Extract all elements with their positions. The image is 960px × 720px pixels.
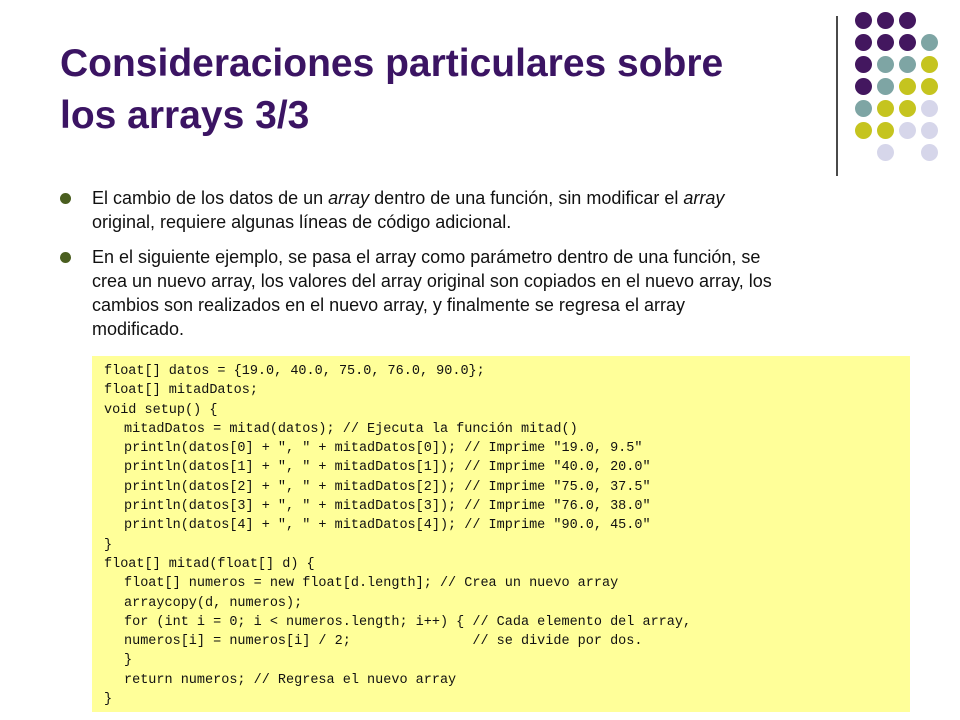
code-line: println(datos[0] + ", " + mitadDatos[0]); // Imprime "19.0, 9.5" — [124, 441, 643, 457]
decorative-dot — [899, 100, 916, 117]
decorative-dot — [899, 78, 916, 95]
code-line: } — [124, 653, 133, 669]
decorative-dot — [921, 100, 938, 117]
bullet-1-line-2: original, requiere algunas líneas de código adicional. — [92, 212, 512, 232]
code-line: for (int i = 0; i < numeros.length; i++) { // Cada elemento del array, — [124, 614, 692, 630]
code-line: float[] datos = {19.0, 40.0, 75.0, 76.0, 90.0}; — [104, 364, 485, 379]
decorative-dot — [877, 56, 894, 73]
bullet-text: dentro de una función, sin modificar el — [369, 188, 684, 208]
code-line: float[] mitadDatos; — [104, 383, 258, 399]
decorative-dot — [899, 56, 916, 73]
decorative-dot — [877, 12, 894, 29]
code-line: println(datos[1] + ", " + mitadDatos[1]); // Imprime "40.0, 20.0" — [124, 460, 651, 476]
decorative-dot — [877, 122, 894, 139]
bullet-2-line-1: En el siguiente ejemplo, se pasa el array como parámetro dentro de una función, se — [92, 247, 761, 267]
code-line: println(datos[3] + ", " + mitadDatos[3]); // Imprime "76.0, 38.0" — [124, 499, 651, 515]
code-line: arraycopy(d, numeros); — [124, 595, 303, 611]
bullet-icon — [60, 193, 71, 204]
bullet-text-italic: array — [328, 188, 370, 208]
slide-title-line-1: Consideraciones particulares sobre — [60, 42, 724, 85]
code-line: println(datos[4] + ", " + mitadDatos[4]); // Imprime "90.0, 45.0" — [124, 518, 651, 534]
code-line: } — [104, 537, 113, 553]
decorative-dot — [855, 34, 872, 51]
code-line: numeros[i] = numeros[i] / 2; // se divide por dos. — [124, 634, 643, 650]
bullet-item-2 — [60, 245, 910, 341]
decorative-dot — [921, 144, 938, 161]
decorative-dot — [855, 78, 872, 95]
decorative-dot — [877, 144, 894, 161]
code-line: println(datos[2] + ", " + mitadDatos[2]); // Imprime "75.0, 37.5" — [124, 479, 651, 495]
code-line: float[] mitad(float[] d) { — [104, 556, 315, 572]
title-divider — [836, 16, 838, 176]
decorative-dot — [921, 56, 938, 73]
bullet-1-line-1 — [92, 186, 910, 210]
code-line: mitadDatos = mitad(datos); // Ejecuta la función mitad() — [124, 421, 578, 437]
decorative-dot — [855, 56, 872, 73]
bullet-2-line-2: crea un nuevo array, los valores del array original son copiados en el nuevo array, los — [92, 271, 772, 291]
bullet-icon — [60, 252, 71, 263]
slide-title — [60, 38, 830, 142]
decorative-dot — [877, 34, 894, 51]
decorative-dot — [921, 34, 938, 51]
decorative-dot — [899, 34, 916, 51]
code-line: return numeros; // Regresa el nuevo array — [124, 672, 457, 688]
code-line: void setup() { — [104, 402, 218, 418]
decorative-dot — [877, 100, 894, 117]
bullet-text-italic: array — [683, 188, 725, 208]
decorative-dot — [855, 100, 872, 117]
decorative-dot — [855, 122, 872, 139]
decorative-dot — [921, 122, 938, 139]
bullet-2-line-4: modificado. — [92, 319, 185, 339]
decorative-dot — [899, 122, 916, 139]
code-block — [92, 356, 910, 712]
bullet-item-1 — [60, 186, 910, 234]
code-line: } — [104, 692, 113, 708]
decorative-dot — [855, 12, 872, 29]
bullet-list — [60, 186, 910, 352]
bullet-text: El cambio de los datos de un — [92, 188, 329, 208]
slide-title-line-2: los arrays 3/3 — [60, 94, 310, 137]
decorative-dot — [899, 12, 916, 29]
bullet-2-line-3: cambios son realizados en el nuevo array, y finalmente se regresa el array — [92, 295, 685, 315]
code-line: float[] numeros = new float[d.length]; // Crea un nuevo array — [124, 576, 619, 592]
decorative-dot — [877, 78, 894, 95]
decorative-dot — [921, 78, 938, 95]
